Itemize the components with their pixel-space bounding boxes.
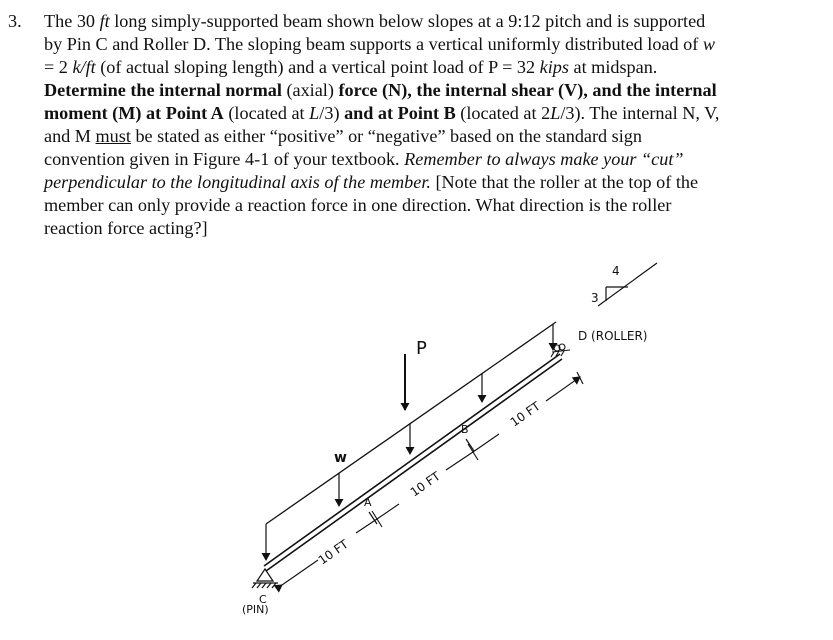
problem-text-segment: be stated as either “positive” or “negative” based on the standard sign bbox=[130, 126, 642, 146]
problem-text-segment: moment (M) at Point A bbox=[44, 103, 224, 123]
problem-text-segment: /3) bbox=[319, 103, 345, 123]
slope-rise-label: 3 bbox=[591, 291, 599, 305]
problem-text-segment: = 2 bbox=[44, 57, 73, 77]
distributed-load-arrows bbox=[266, 324, 553, 560]
beam-top-edge bbox=[264, 354, 560, 566]
load-w-label: w bbox=[334, 450, 347, 466]
roller-label: D (ROLLER) bbox=[578, 329, 648, 343]
slope-run-label: 4 bbox=[612, 264, 620, 278]
problem-text-segment: perpendicular to the longitudinal axis of the member. bbox=[44, 172, 431, 192]
problem-text-segment: and at Point B bbox=[344, 103, 456, 123]
problem-number: 3. bbox=[8, 11, 22, 31]
problem-text-segment: must bbox=[95, 126, 131, 146]
pin-support bbox=[252, 569, 278, 588]
problem-text-segment: by Pin C and Roller D. The sloping beam supports a vertical uniformly distributed load of bbox=[44, 34, 703, 54]
problem-text-segment: reaction force acting?] bbox=[44, 218, 208, 238]
problem-text-segment: convention given in Figure 4-1 of your textbook. bbox=[44, 149, 405, 169]
problem-text-segment: force (N), the internal shear (V), and the internal bbox=[338, 80, 717, 100]
problem-text-segment: at midspan. bbox=[568, 57, 658, 77]
problem-text-segment: ft bbox=[99, 11, 110, 31]
slope-triangle bbox=[598, 263, 657, 306]
problem-text-segment: Remember to always make your “cut” bbox=[404, 149, 684, 169]
roller-support bbox=[551, 344, 570, 357]
problem-text-segment: (located at bbox=[223, 103, 310, 123]
problem-text-segment: The 30 bbox=[44, 11, 100, 31]
point-a-label: A bbox=[364, 496, 372, 509]
point-c-label: C bbox=[259, 593, 267, 606]
beam-bottom-edge bbox=[266, 359, 562, 571]
dimension-2-label: 10 FT bbox=[407, 468, 443, 500]
dimension-1-label: 10 FT bbox=[315, 536, 351, 568]
problem-text-segment: Determine the internal normal bbox=[44, 80, 282, 100]
dimension-3-label: 10 FT bbox=[507, 398, 543, 430]
problem-text-segment: member can only provide a reaction force in one direction. What direction is the roller bbox=[44, 195, 672, 215]
problem-text-segment: /3). The internal N, V, bbox=[560, 103, 720, 123]
problem-text-segment: (located at 2 bbox=[455, 103, 551, 123]
problem-text-segment: and M bbox=[44, 126, 96, 146]
problem-text-segment: w bbox=[702, 34, 716, 54]
problem-text-segment: [Note that the roller at the top of the bbox=[430, 172, 699, 192]
load-p-label: P bbox=[416, 338, 427, 359]
point-b-tick bbox=[466, 439, 474, 451]
problem-text-segment: long simply-supported beam shown below slopes at a 9:12 pitch and is supported bbox=[109, 11, 706, 31]
problem-text-segment: k/ft bbox=[72, 57, 96, 77]
point-b-label: B bbox=[461, 423, 469, 436]
problem-text-segment: L bbox=[550, 103, 561, 123]
pin-label: (PIN) bbox=[242, 603, 269, 616]
problem-text-segment: (of actual sloping length) and a vertical point load of P = 32 bbox=[95, 57, 540, 77]
problem-text-segment: L bbox=[309, 103, 320, 123]
problem-text-segment: kips bbox=[539, 57, 569, 77]
problem-text-segment: (axial) bbox=[281, 80, 339, 100]
